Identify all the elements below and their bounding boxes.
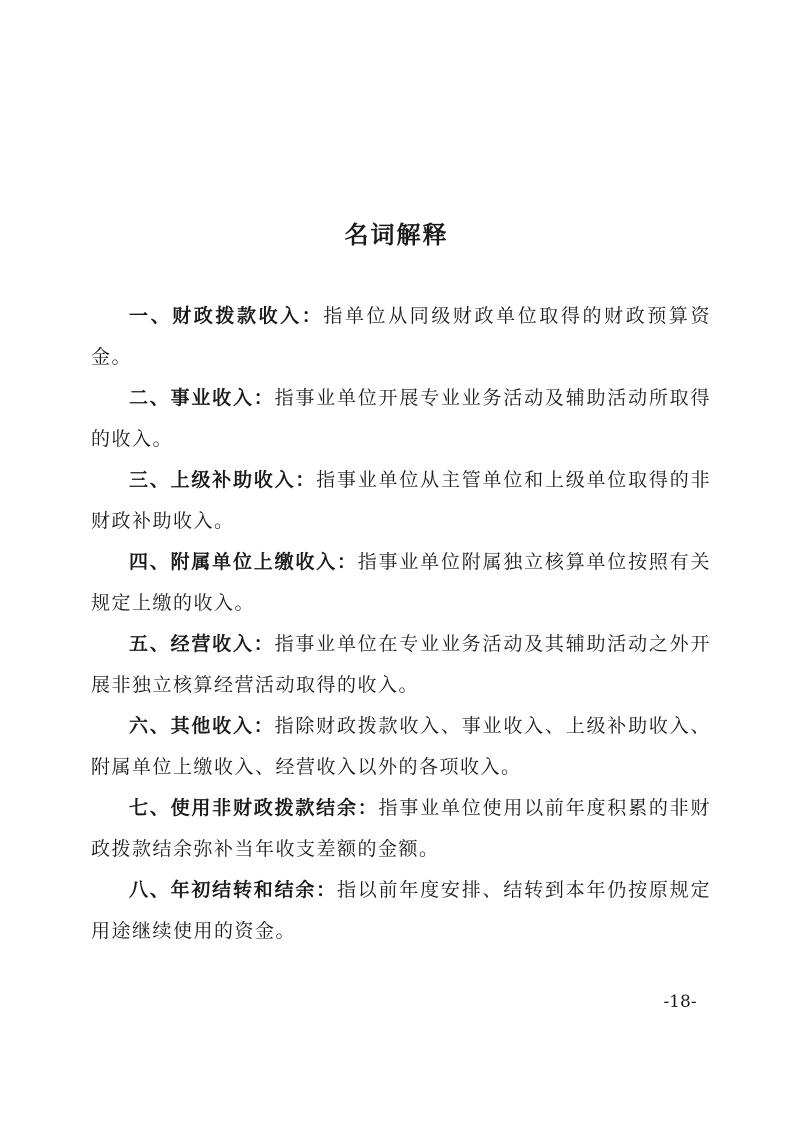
page-number: -18- bbox=[663, 992, 697, 1012]
entry-term: 六、其他收入： bbox=[129, 715, 275, 737]
entry-term: 八、年初结转和结余： bbox=[129, 879, 337, 901]
entry-term: 七、使用非财政拨款结余： bbox=[129, 797, 379, 819]
entry-term: 一、财政拨款收入： bbox=[129, 305, 324, 327]
entry-definition: 指单位从同级财政单位取得的财政预算资金。 bbox=[91, 305, 711, 368]
page-title: 名词解释 bbox=[344, 220, 449, 249]
entry-definition: 指以前年度安排、结转到本年仍按原规定用途继续使用的资金。 bbox=[91, 879, 711, 942]
entry-definition: 指事业单位附属独立核算单位按照有关规定上缴的收入。 bbox=[91, 551, 711, 614]
glossary-entry bbox=[91, 870, 711, 952]
glossary-list bbox=[91, 296, 711, 952]
glossary-entry bbox=[91, 706, 711, 788]
glossary-entry bbox=[91, 624, 711, 706]
glossary-entry bbox=[91, 542, 711, 624]
glossary-entry bbox=[91, 788, 711, 870]
entry-definition: 指除财政拨款收入、事业收入、上级补助收入、附属单位上缴收入、经营收入以外的各项收入。 bbox=[91, 715, 711, 778]
entry-term: 二、事业收入： bbox=[129, 387, 275, 409]
entry-definition: 指事业单位开展专业业务活动及辅助活动所取得的收入。 bbox=[91, 387, 711, 450]
entry-definition: 指事业单位使用以前年度积累的非财政拨款结余弥补当年收支差额的金额。 bbox=[91, 797, 711, 860]
entry-term: 五、经营收入： bbox=[129, 633, 275, 655]
glossary-entry bbox=[91, 378, 711, 460]
entry-term: 四、附属单位上缴收入： bbox=[129, 551, 358, 573]
entry-term: 三、上级补助收入： bbox=[129, 469, 317, 491]
glossary-entry bbox=[91, 296, 711, 378]
glossary-entry bbox=[91, 460, 711, 542]
entry-definition: 指事业单位从主管单位和上级单位取得的非财政补助收入。 bbox=[91, 469, 711, 532]
entry-definition: 指事业单位在专业业务活动及其辅助活动之外开展非独立核算经营活动取得的收入。 bbox=[91, 633, 711, 696]
